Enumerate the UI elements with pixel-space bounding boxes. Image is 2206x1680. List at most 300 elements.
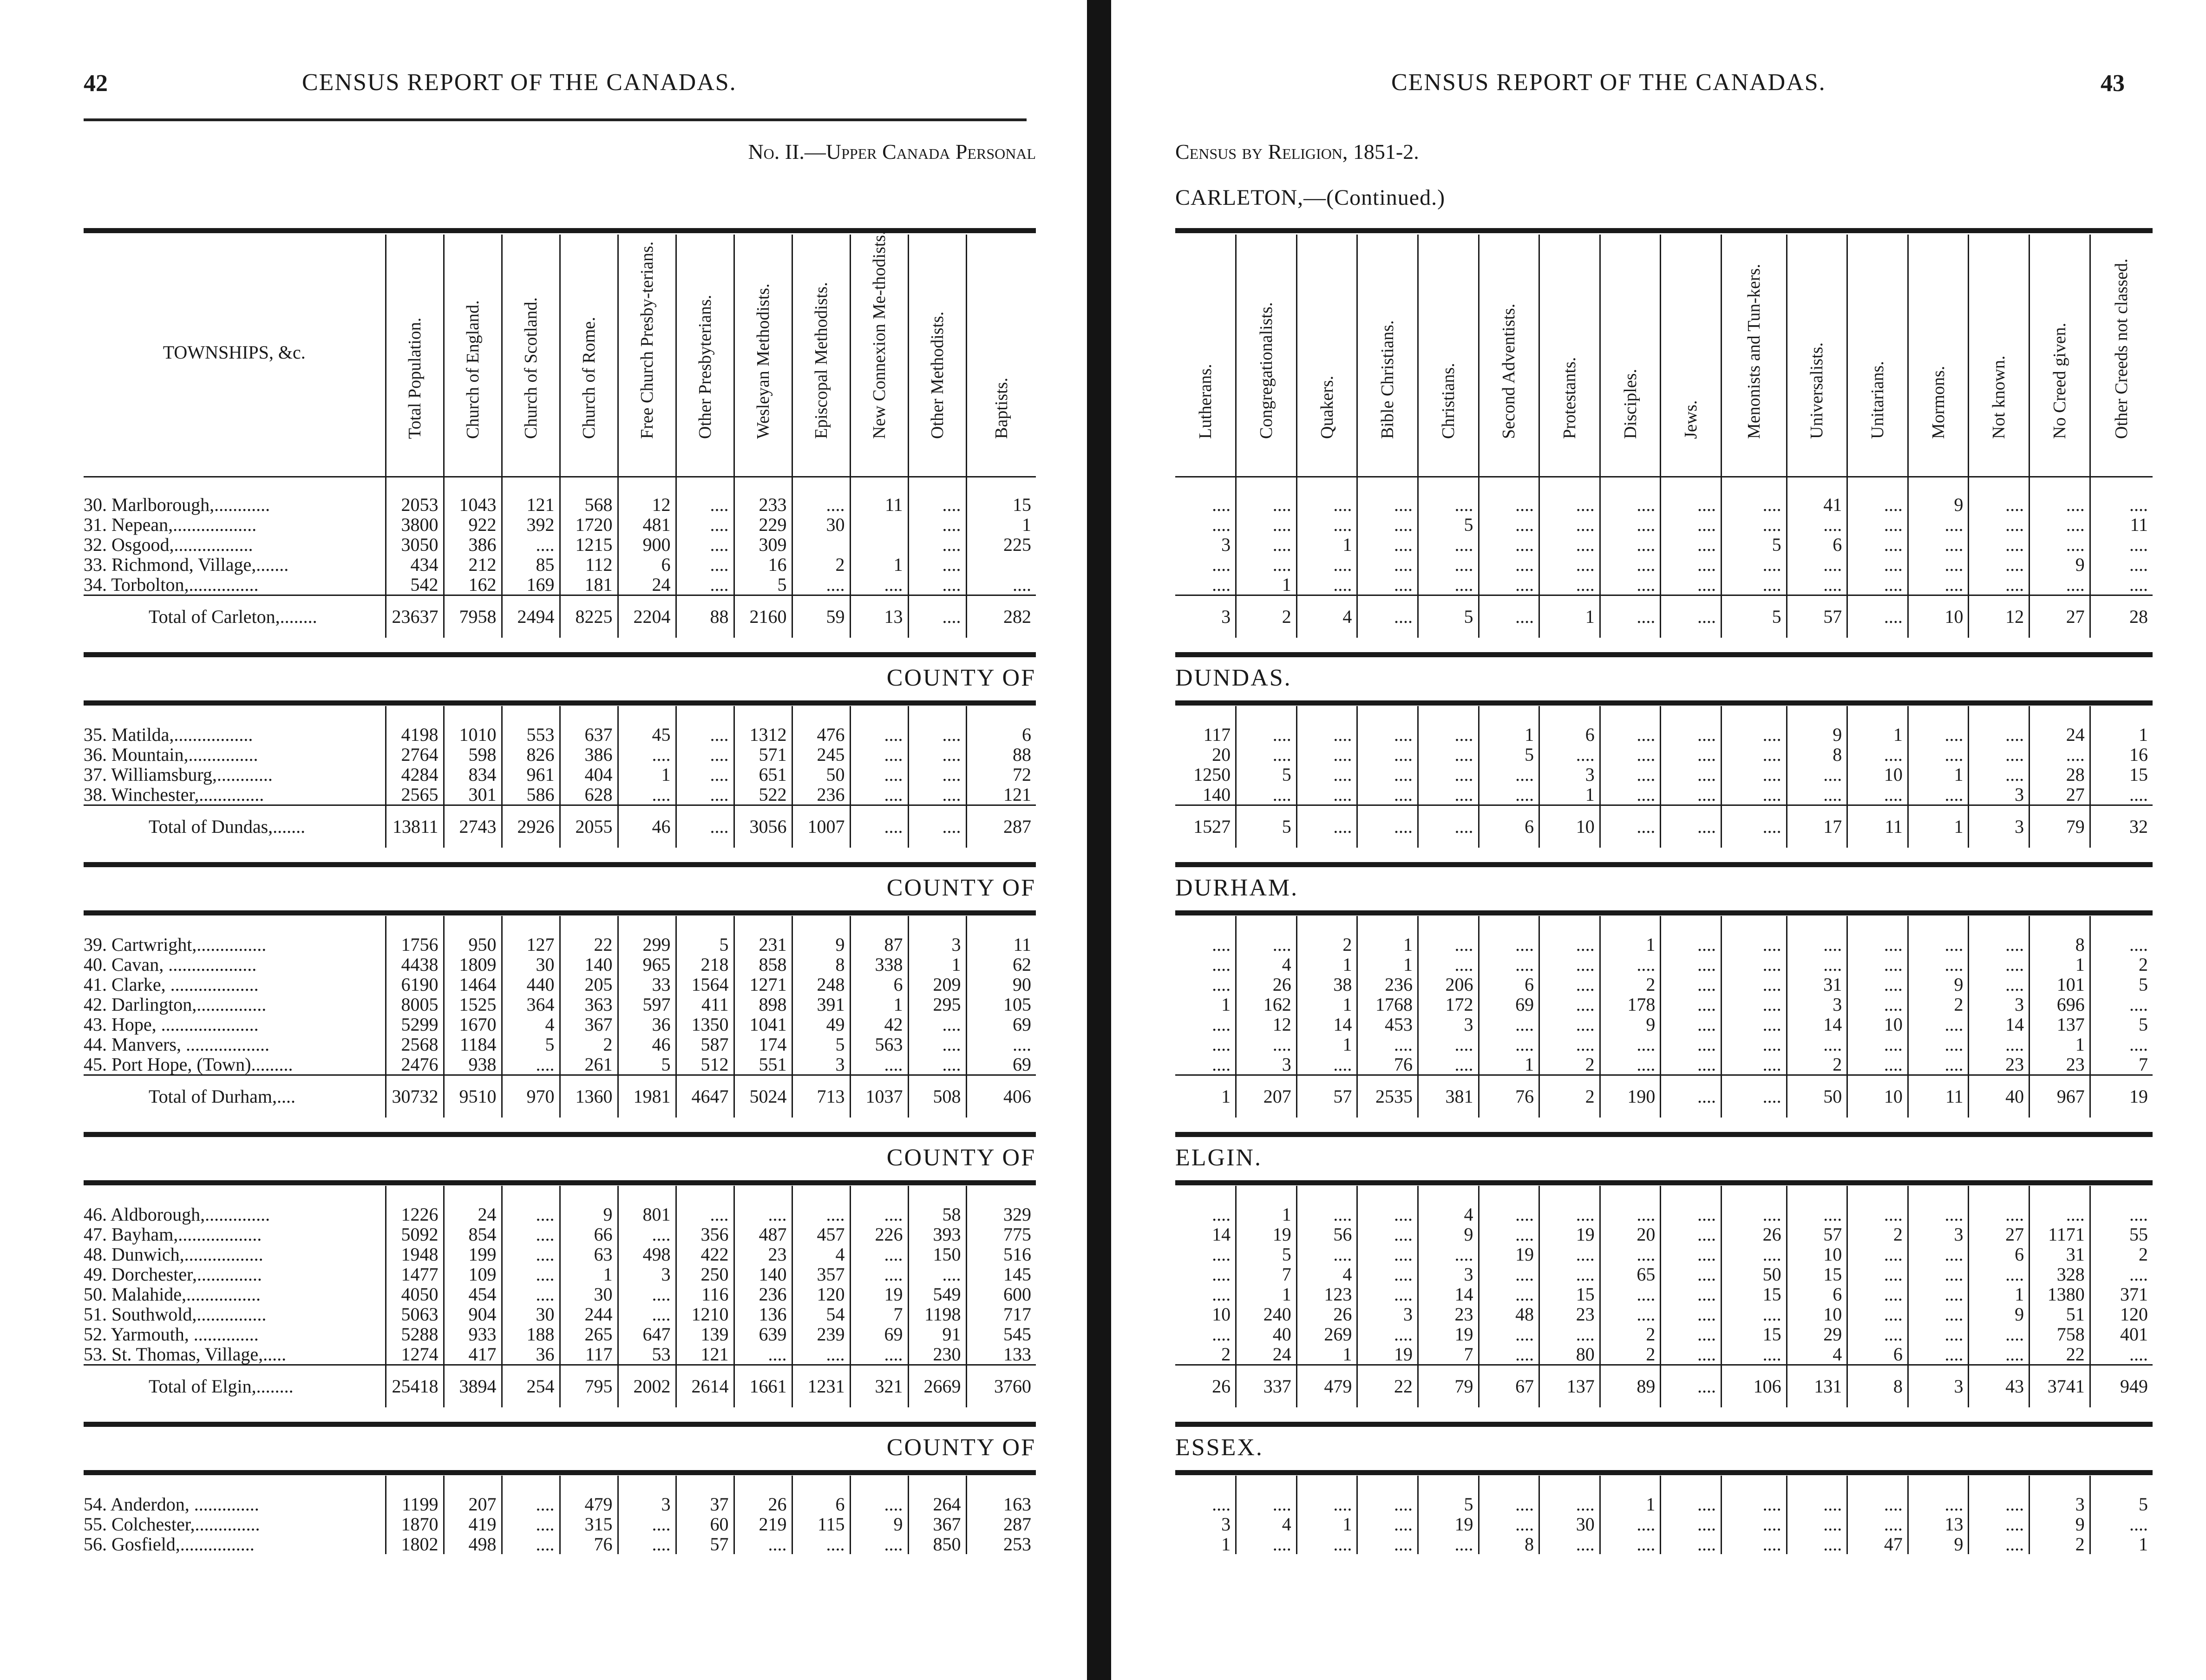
spacer-cell bbox=[1600, 1476, 1661, 1494]
table-row bbox=[84, 1224, 1036, 1244]
spacer-cell bbox=[1175, 1476, 1236, 1494]
value-cell: .... bbox=[908, 515, 966, 535]
value-cell: .... bbox=[1721, 1244, 1787, 1264]
value-cell: .... bbox=[1539, 535, 1600, 555]
value-cell: 3800 bbox=[386, 515, 444, 535]
value-cell: 392 bbox=[502, 515, 560, 535]
left_page-section-table-0 bbox=[84, 476, 1036, 638]
value-cell: 269 bbox=[1296, 1324, 1357, 1344]
value-cell: 1 bbox=[618, 765, 676, 784]
value-cell: 516 bbox=[966, 1244, 1036, 1264]
value-cell: .... bbox=[1721, 1014, 1787, 1034]
value-cell: .... bbox=[1908, 1264, 1969, 1284]
value-cell: 1 bbox=[1847, 725, 1908, 745]
value-cell: 1312 bbox=[734, 725, 792, 745]
spacer-cell bbox=[386, 706, 444, 725]
left_page-section-rule-3 bbox=[84, 1132, 1036, 1137]
value-cell: .... bbox=[1661, 1204, 1722, 1224]
spacer-cell bbox=[792, 1186, 850, 1204]
value-cell: 15 bbox=[1721, 1324, 1787, 1344]
value-cell: .... bbox=[1908, 1344, 1969, 1365]
value-cell: .... bbox=[1661, 515, 1722, 535]
spacer-cell bbox=[734, 916, 792, 935]
spacer-cell bbox=[84, 916, 386, 935]
value-cell: .... bbox=[1847, 745, 1908, 765]
value-cell: .... bbox=[502, 1054, 560, 1075]
total-value: 2743 bbox=[444, 805, 502, 848]
value-cell: 1 bbox=[1236, 575, 1297, 595]
value-cell: 3 bbox=[618, 1494, 676, 1514]
value-cell: .... bbox=[1479, 954, 1539, 974]
value-cell: 5299 bbox=[386, 1014, 444, 1034]
value-cell: 5 bbox=[1418, 515, 1479, 535]
value-cell: 965 bbox=[618, 954, 676, 974]
value-cell: 162 bbox=[444, 575, 502, 595]
column-header-label: Total Population. bbox=[405, 317, 425, 439]
value-cell: 24 bbox=[618, 575, 676, 595]
value-cell: .... bbox=[1721, 935, 1787, 954]
table-row bbox=[1175, 1534, 2153, 1554]
value-cell: .... bbox=[1969, 535, 2029, 555]
value-cell: 5 bbox=[1721, 535, 1787, 555]
value-cell: .... bbox=[1721, 1304, 1787, 1324]
column-header-6 bbox=[1539, 235, 1600, 477]
total-value: 30732 bbox=[386, 1075, 444, 1118]
left_page-section-table-2 bbox=[84, 916, 1036, 1118]
value-cell: 1215 bbox=[560, 535, 618, 555]
spacer-cell bbox=[1175, 706, 1236, 725]
value-cell: 858 bbox=[734, 954, 792, 974]
total-value: .... bbox=[1721, 805, 1787, 848]
spacer-cell bbox=[676, 476, 734, 495]
value-cell: .... bbox=[1357, 1514, 1418, 1534]
total-value: 28 bbox=[2090, 595, 2153, 638]
spacer-cell bbox=[676, 916, 734, 935]
value-cell: 371 bbox=[2090, 1284, 2153, 1304]
township-name: 53. St. Thomas, Village,..... bbox=[84, 1344, 287, 1365]
value-cell: 7 bbox=[1418, 1344, 1479, 1365]
value-cell: 116 bbox=[676, 1284, 734, 1304]
total-row bbox=[84, 1075, 1036, 1118]
value-cell: .... bbox=[618, 1514, 676, 1534]
value-cell: 647 bbox=[618, 1324, 676, 1344]
value-cell: 900 bbox=[618, 535, 676, 555]
value-cell: .... bbox=[1539, 954, 1600, 974]
total-value: 19 bbox=[2090, 1075, 2153, 1118]
value-cell: .... bbox=[908, 745, 966, 765]
total-value: .... bbox=[1357, 595, 1418, 638]
value-cell: 522 bbox=[734, 784, 792, 805]
total-value: 79 bbox=[1418, 1365, 1479, 1408]
value-cell: .... bbox=[2090, 495, 2153, 515]
value-cell: 1 bbox=[908, 954, 966, 974]
value-cell: 545 bbox=[966, 1324, 1036, 1344]
table-row bbox=[1175, 1054, 2153, 1075]
value-cell: .... bbox=[1908, 575, 1969, 595]
spacer-cell bbox=[1479, 706, 1539, 725]
value-cell: 391 bbox=[792, 994, 850, 1014]
value-cell: .... bbox=[1212, 1204, 1231, 1225]
right_page-section-rule-2 bbox=[1175, 862, 2153, 867]
value-cell: 1870 bbox=[386, 1514, 444, 1534]
county-heading-4: COUNTY OF bbox=[886, 1434, 1036, 1461]
spacer-cell bbox=[1969, 706, 2029, 725]
value-cell: 1 bbox=[1296, 535, 1357, 555]
value-cell: .... bbox=[1479, 1324, 1539, 1344]
value-cell: 121 bbox=[676, 1344, 734, 1365]
value-cell: 775 bbox=[966, 1224, 1036, 1244]
value-cell: .... bbox=[1479, 935, 1539, 954]
value-cell: 2 bbox=[2090, 954, 2153, 974]
value-cell: 30 bbox=[502, 954, 560, 974]
value-cell: 2565 bbox=[386, 784, 444, 805]
value-cell: .... bbox=[1296, 745, 1357, 765]
left-page bbox=[0, 0, 1082, 1680]
value-cell: .... bbox=[1539, 994, 1600, 1014]
value-cell: .... bbox=[1661, 1344, 1722, 1365]
table-row bbox=[84, 1494, 1036, 1514]
spacer-cell bbox=[1296, 476, 1357, 495]
township-name: 49. Dorchester,.............. bbox=[84, 1264, 262, 1285]
total-value: 1661 bbox=[734, 1365, 792, 1408]
total-value: .... bbox=[1296, 805, 1357, 848]
value-cell: .... bbox=[2029, 515, 2090, 535]
column-header-label: Menonists and Tun-kers. bbox=[1744, 264, 1764, 439]
value-cell: .... bbox=[1212, 934, 1231, 955]
value-cell: 42 bbox=[850, 1014, 908, 1034]
value-cell: 1184 bbox=[444, 1034, 502, 1054]
spacer-cell bbox=[1539, 1476, 1600, 1494]
value-cell: 33 bbox=[618, 974, 676, 994]
value-cell: .... bbox=[1787, 765, 1847, 784]
value-cell: 11 bbox=[850, 495, 908, 515]
value-cell: .... bbox=[676, 765, 734, 784]
value-cell: 8 bbox=[792, 954, 850, 974]
right_page-header-top-rule bbox=[1175, 228, 2153, 233]
value-cell: 19 bbox=[850, 1284, 908, 1304]
column-header-7 bbox=[792, 235, 850, 477]
value-cell: .... bbox=[1236, 535, 1297, 555]
value-cell: 299 bbox=[618, 935, 676, 954]
total-value: 88 bbox=[676, 595, 734, 638]
value-cell: 9 bbox=[792, 935, 850, 954]
spacer-cell bbox=[444, 476, 502, 495]
value-cell: 628 bbox=[560, 784, 618, 805]
value-cell: .... bbox=[1357, 1534, 1418, 1554]
table-row bbox=[1175, 1284, 2153, 1304]
spacer-cell bbox=[1539, 1186, 1600, 1204]
value-cell: .... bbox=[1600, 495, 1661, 515]
value-cell: .... bbox=[1479, 1204, 1539, 1224]
value-cell: .... bbox=[1969, 495, 2029, 515]
spacer-cell bbox=[1175, 476, 1236, 495]
table-row bbox=[1175, 954, 2153, 974]
value-cell: 2 bbox=[2029, 1534, 2090, 1554]
value-cell: .... bbox=[908, 1034, 966, 1054]
spacer-cell bbox=[792, 706, 850, 725]
value-cell: 30 bbox=[502, 1304, 560, 1324]
value-cell: .... bbox=[1721, 725, 1787, 745]
spacer-cell bbox=[1600, 1186, 1661, 1204]
spacer-cell bbox=[1721, 916, 1787, 935]
value-cell: .... bbox=[1908, 555, 1969, 575]
spacer-cell bbox=[2029, 476, 2090, 495]
value-cell: .... bbox=[1539, 495, 1600, 515]
value-cell: .... bbox=[1479, 765, 1539, 784]
value-cell: 48 bbox=[1479, 1304, 1539, 1324]
value-cell: .... bbox=[1296, 1494, 1357, 1514]
total-row bbox=[1175, 805, 2153, 848]
value-cell: 5 bbox=[1479, 745, 1539, 765]
value-cell: 3 bbox=[1969, 994, 2029, 1014]
column-header-label: Baptists. bbox=[991, 378, 1011, 439]
value-cell: 1809 bbox=[444, 954, 502, 974]
value-cell: 2 bbox=[1221, 1344, 1231, 1365]
value-cell: .... bbox=[1418, 745, 1479, 765]
value-cell: 6 bbox=[618, 555, 676, 575]
spacer-cell bbox=[2090, 1186, 2153, 1204]
spacer-cell bbox=[560, 1476, 618, 1494]
value-cell: 1350 bbox=[676, 1014, 734, 1034]
value-cell: 386 bbox=[560, 745, 618, 765]
spacer-cell bbox=[734, 706, 792, 725]
total-value: 11 bbox=[1847, 805, 1908, 848]
value-cell: .... bbox=[1969, 1514, 2029, 1534]
spacer-cell bbox=[1357, 1186, 1418, 1204]
value-cell: 1 bbox=[2029, 954, 2090, 974]
value-cell: 287 bbox=[966, 1514, 1036, 1534]
value-cell: 69 bbox=[850, 1324, 908, 1344]
value-cell: 1043 bbox=[444, 495, 502, 515]
value-cell: 2 bbox=[2090, 1244, 2153, 1264]
value-cell: .... bbox=[1600, 515, 1661, 535]
spacer-cell bbox=[1600, 706, 1661, 725]
value-cell: .... bbox=[1600, 1054, 1661, 1075]
value-cell: 225 bbox=[966, 535, 1036, 555]
total-value: 17 bbox=[1787, 805, 1847, 848]
column-header-13 bbox=[1969, 235, 2029, 477]
total-value: .... bbox=[908, 805, 966, 848]
value-cell: 512 bbox=[676, 1054, 734, 1075]
total-value: .... bbox=[1600, 595, 1661, 638]
column-header-15 bbox=[2090, 235, 2153, 477]
value-cell: 9 bbox=[2029, 555, 2090, 575]
value-cell: 5 bbox=[1236, 1244, 1297, 1264]
column-header-label: Christians. bbox=[1438, 363, 1458, 439]
value-cell: .... bbox=[850, 765, 908, 784]
column-header-2 bbox=[502, 235, 560, 477]
value-cell: .... bbox=[1661, 1494, 1722, 1514]
value-cell: .... bbox=[1661, 935, 1722, 954]
value-cell: .... bbox=[850, 1264, 908, 1284]
value-cell: 1 bbox=[850, 994, 908, 1014]
value-cell: .... bbox=[1296, 515, 1357, 535]
spacer-cell bbox=[1357, 706, 1418, 725]
value-cell: .... bbox=[850, 575, 908, 595]
spacer-cell bbox=[2029, 1476, 2090, 1494]
value-cell: .... bbox=[1721, 1054, 1787, 1075]
right_page-section-table-3 bbox=[1175, 1186, 2153, 1407]
total-value: .... bbox=[1418, 805, 1479, 848]
spacer-cell bbox=[1479, 476, 1539, 495]
value-cell: 597 bbox=[618, 994, 676, 1014]
value-cell: .... bbox=[1847, 575, 1908, 595]
value-cell: .... bbox=[1539, 935, 1600, 954]
value-cell: 6 bbox=[1539, 725, 1600, 745]
value-cell: .... bbox=[850, 745, 908, 765]
value-cell: 218 bbox=[676, 954, 734, 974]
value-cell: 1250 bbox=[1193, 764, 1231, 785]
value-cell: 87 bbox=[850, 935, 908, 954]
column-header-0 bbox=[386, 235, 444, 477]
value-cell: 487 bbox=[734, 1224, 792, 1244]
spacer-cell bbox=[444, 1476, 502, 1494]
value-cell: .... bbox=[1600, 555, 1661, 575]
value-cell: 56 bbox=[1296, 1224, 1357, 1244]
value-cell: .... bbox=[1296, 555, 1357, 575]
value-cell: 1 bbox=[966, 515, 1036, 535]
spacer-cell bbox=[1236, 476, 1297, 495]
township-name: 34. Torbolton,............... bbox=[84, 574, 259, 595]
value-cell: 29 bbox=[1787, 1324, 1847, 1344]
value-cell: 563 bbox=[850, 1034, 908, 1054]
value-cell: 401 bbox=[2090, 1324, 2153, 1344]
value-cell: .... bbox=[908, 1264, 966, 1284]
value-cell: 3050 bbox=[386, 535, 444, 555]
value-cell: 758 bbox=[2029, 1324, 2090, 1344]
value-cell: 2053 bbox=[386, 495, 444, 515]
value-cell: 457 bbox=[792, 1224, 850, 1244]
total-value: 207 bbox=[1236, 1075, 1297, 1118]
spacer-cell bbox=[1175, 916, 1236, 935]
value-cell: 9 bbox=[560, 1204, 618, 1224]
spacer-cell bbox=[1721, 1476, 1787, 1494]
value-cell: .... bbox=[1721, 994, 1787, 1014]
value-cell: 5 bbox=[676, 935, 734, 954]
left_page-section-subrule-2 bbox=[84, 910, 1036, 915]
value-cell: 28 bbox=[2029, 765, 2090, 784]
value-cell: .... bbox=[1721, 1034, 1787, 1054]
value-cell: 834 bbox=[444, 765, 502, 784]
value-cell: 315 bbox=[560, 1514, 618, 1534]
value-cell: 58 bbox=[908, 1204, 966, 1224]
value-cell: 23 bbox=[1969, 1054, 2029, 1075]
value-cell: .... bbox=[1479, 784, 1539, 805]
value-cell: .... bbox=[1212, 1494, 1231, 1515]
value-cell: 6 bbox=[1969, 1244, 2029, 1264]
value-cell: 14 bbox=[1787, 1014, 1847, 1034]
total-value: 13811 bbox=[386, 805, 444, 848]
value-cell: 6 bbox=[792, 1494, 850, 1514]
value-cell: 434 bbox=[386, 555, 444, 575]
total-value: 106 bbox=[1721, 1365, 1787, 1408]
value-cell: .... bbox=[1479, 535, 1539, 555]
value-cell: 9 bbox=[1418, 1224, 1479, 1244]
spacer-cell bbox=[1721, 706, 1787, 725]
total-value: 970 bbox=[502, 1075, 560, 1118]
value-cell: 27 bbox=[2029, 784, 2090, 805]
table-row bbox=[1175, 994, 2153, 1014]
total-label: Total of Carleton,........ bbox=[84, 595, 386, 638]
value-cell: 1 bbox=[1221, 1534, 1231, 1555]
value-cell: .... bbox=[1847, 935, 1908, 954]
value-cell: 826 bbox=[502, 745, 560, 765]
value-cell: 1 bbox=[2090, 1534, 2153, 1554]
value-cell: 117 bbox=[1203, 724, 1231, 745]
column-header-label: No Creed given. bbox=[2049, 322, 2069, 439]
value-cell: .... bbox=[1418, 1534, 1479, 1554]
value-cell: 4284 bbox=[386, 765, 444, 784]
value-cell: 2764 bbox=[386, 745, 444, 765]
total-value: 282 bbox=[966, 595, 1036, 638]
value-cell: 37 bbox=[676, 1494, 734, 1514]
value-cell: .... bbox=[676, 1204, 734, 1224]
spacer-cell bbox=[84, 1476, 386, 1494]
spacer-cell bbox=[1236, 916, 1297, 935]
right_page-section-table-1 bbox=[1175, 706, 2153, 848]
spacer-cell bbox=[908, 476, 966, 495]
spacer-cell bbox=[502, 706, 560, 725]
value-cell: 139 bbox=[676, 1324, 734, 1344]
total-value: 4647 bbox=[676, 1075, 734, 1118]
column-header-label: Protestants. bbox=[1559, 357, 1579, 439]
value-cell: 231 bbox=[734, 935, 792, 954]
spacer-cell bbox=[1847, 916, 1908, 935]
value-cell: 26 bbox=[1296, 1304, 1357, 1324]
value-cell: 3 bbox=[1418, 1264, 1479, 1284]
left_page-section-rule-2 bbox=[84, 862, 1036, 867]
table-row bbox=[1175, 725, 2153, 745]
value-cell: 7 bbox=[1236, 1264, 1297, 1284]
table-row bbox=[84, 1204, 1036, 1224]
value-cell: 11 bbox=[966, 935, 1036, 954]
value-cell: .... bbox=[1787, 935, 1847, 954]
spacer-cell bbox=[1969, 1476, 2029, 1494]
column-header-8 bbox=[1661, 235, 1722, 477]
total-value: 949 bbox=[2090, 1365, 2153, 1408]
running-head-right: CENSUS REPORT OF THE CANADAS. bbox=[1391, 69, 1826, 96]
table-row bbox=[84, 1264, 1036, 1284]
column-header-label: Episcopal Methodists. bbox=[811, 282, 831, 439]
total-value: 10 bbox=[1539, 805, 1600, 848]
value-cell: 264 bbox=[908, 1494, 966, 1514]
value-cell: .... bbox=[1969, 515, 2029, 535]
value-cell: 4198 bbox=[386, 725, 444, 745]
table-row bbox=[84, 1534, 1036, 1554]
value-cell: .... bbox=[1847, 495, 1908, 515]
value-cell: .... bbox=[1357, 1324, 1418, 1344]
value-cell: .... bbox=[1418, 1244, 1479, 1264]
total-value: 4 bbox=[1296, 595, 1357, 638]
value-cell: 233 bbox=[734, 495, 792, 515]
table-row bbox=[84, 1034, 1036, 1054]
value-cell: .... bbox=[676, 535, 734, 555]
value-cell: .... bbox=[1212, 1034, 1231, 1055]
value-cell: 57 bbox=[676, 1534, 734, 1554]
total-value: 13 bbox=[850, 595, 908, 638]
spacer-cell bbox=[850, 1476, 908, 1494]
value-cell: .... bbox=[618, 1534, 676, 1554]
value-cell: .... bbox=[1600, 765, 1661, 784]
column-header-9 bbox=[1721, 235, 1787, 477]
value-cell: .... bbox=[966, 575, 1036, 595]
total-value: 3 bbox=[1908, 1365, 1969, 1408]
value-cell: .... bbox=[1357, 725, 1418, 745]
value-cell: 600 bbox=[966, 1284, 1036, 1304]
value-cell: 4 bbox=[1236, 954, 1297, 974]
column-header-3 bbox=[560, 235, 618, 477]
value-cell: .... bbox=[908, 555, 966, 575]
